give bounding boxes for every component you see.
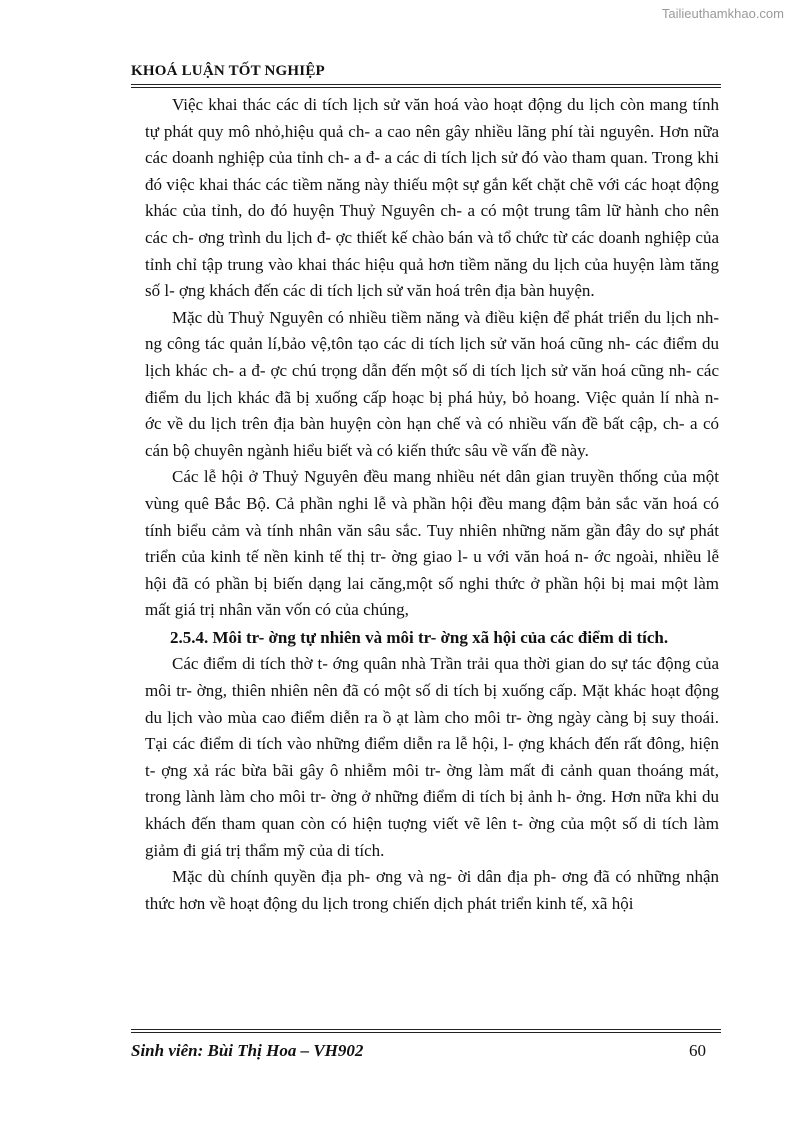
footer-divider <box>131 1029 721 1033</box>
body-paragraph: Mặc dù chính quyền địa ph- ơng và ng- ời dân địa ph- ơng đã có những nhận thức hơn về hoạt động du lịch trong chiến dịch phát triển kinh tế, xã hội <box>145 867 719 913</box>
footer-author: Sinh viên: Bùi Thị Hoa – VH902 <box>131 1041 364 1060</box>
page-body <box>145 92 719 917</box>
page-number: 60 <box>689 1041 706 1060</box>
body-paragraph: Các điểm di tích thờ t- ớng quân nhà Trần trải qua thời gian do sự tác động của môi tr- ờng, thiên nhiên nên đã có một số di tích bị xuống cấp. Mặt khác hoạt động du lịch vào mùa cao điểm diễn ra ồ ạt làm cho môi tr- ờng ngày càng bị suy thoái. Tại các điểm di tích vào những điểm diễn ra lễ hội, l- ợng khách đến rất đông, hiện t- ợng xả rác bừa bãi gây ô nhiễm môi tr- ờng làm mất đi cảnh quan thoáng mát, trong lành làm cho môi tr- ờng ở những điểm di tích bị ảnh h- ởng. Hơn nữa khi du khách đến tham quan còn có hiện tuợng viết vẽ lên t- ờng của một số di tích làm giảm đi giá trị thẩm mỹ của di tích. <box>145 654 719 860</box>
document-header-title: KHOÁ LUẬN TỐT NGHIỆP <box>131 63 325 79</box>
body-paragraph: Các lễ hội ở Thuỷ Nguyên đều mang nhiều nét dân gian truyền thống của một vùng quê Bắc Bộ. Cả phần nghi lễ và phần hội đều mang đậm bản sắc văn hoá có tính biểu cảm và tính nhân văn sâu sắc. Tuy nhiên những năm gần đây do sự phát triển của kinh tế nền kinh tế thị tr- ờng giao l- u với văn hoá n- ớc ngoài, nhiều lễ hội đã có phần bị biến dạng lai căng,một số nghi thức ở phần hội bị mai một làm mất giá trị nhân văn vốn có của chúng, <box>145 467 719 620</box>
watermark-text: Tailieuthamkhao.com <box>661 6 784 21</box>
body-paragraph: Mặc dù Thuỷ Nguyên có nhiều tiềm năng và điều kiện để phát triển du lịch nh- ng công tác quản lí,bảo vệ,tôn tạo các di tích lịch sử văn hoá cũng nh- các điểm du lịch khác ch- a đ- ợc chú trọng dẫn đến một số di tích lịch sử văn hoá cũng nh- các điểm du lịch khác đã bị xuống cấp hoạc bị phá hủy, bỏ hoang. Việc quản lí nhà n- ớc về du lịch trên địa bàn huyện còn hạn chế và có nhiều vấn đề bất cập, ch- a có cán bộ chuyên ngành hiểu biết và có kiến thức sâu về vấn đề này. <box>145 307 719 460</box>
body-paragraph: Việc khai thác các di tích lịch sử văn hoá vào hoạt động du lịch còn mang tính tự phát quy mô nhỏ,hiệu quả ch- a cao nên gây nhiều lãng phí tài nguyên. Hơn nữa các doanh nghiệp của tỉnh ch- a đ- a các di tích lịch sử đó vào tham quan. Trong khi đó việc khai thác các tiềm năng này thiếu một sự gắn kết chặt chẽ với các hoạt động khác của tỉnh, do đó huyện Thuỷ Nguyên ch- a có một trung tâm lữ hành cho nên các ch- ơng trình du lịch đ- ợc thiết kế chào bán và tổ chức từ các doanh nghiệp của tỉnh chỉ tập trung vào khai thác hiệu quả hơn tiềm năng du lịch của huyện làm tăng số l- ợng khách đến các di tích lịch sử văn hoá trên địa bàn huyện. <box>145 95 719 301</box>
header-divider <box>131 84 721 88</box>
section-subheading: 2.5.4. Môi tr- ờng tự nhiên và môi tr- ờng xã hội của các điểm di tích. <box>170 627 669 647</box>
